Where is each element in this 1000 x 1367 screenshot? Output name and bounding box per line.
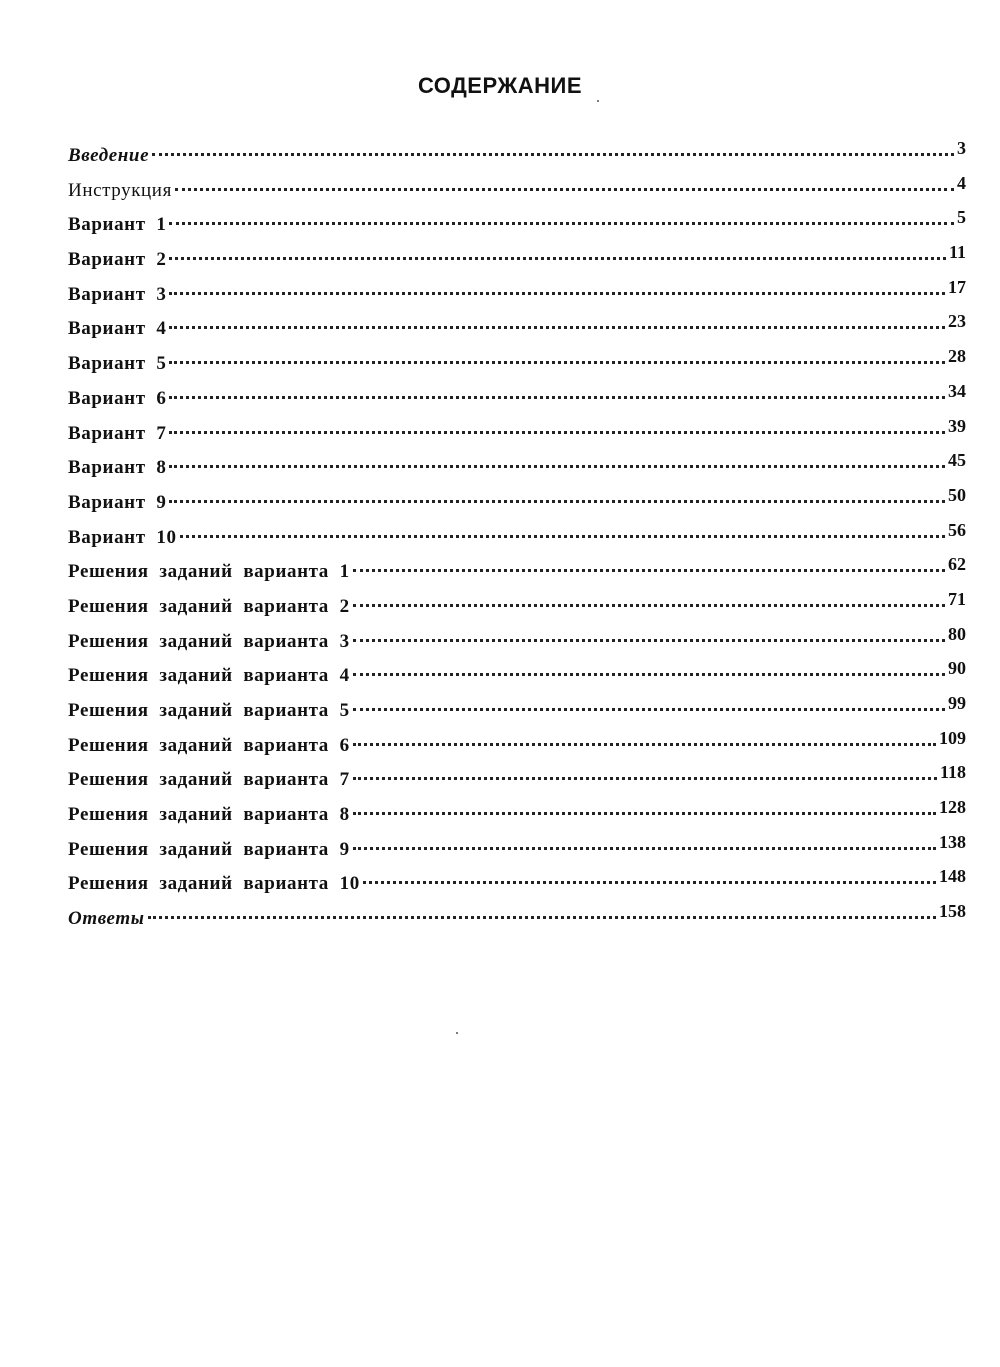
toc-entry-label: Решения заданий варианта 3: [68, 630, 350, 652]
toc-entry-label: Вариант 1: [68, 214, 167, 236]
toc-entry: [68, 138, 966, 173]
scan-speck: [597, 100, 599, 102]
toc-entry-label: Решения заданий варианта 7: [68, 769, 350, 791]
dot-leader: [353, 569, 945, 572]
toc-entry-label: Вариант 9: [68, 491, 167, 513]
toc-entry: [68, 728, 966, 763]
toc-entry-label: Решения заданий варианта 10: [68, 873, 360, 895]
toc-entry-page: 118: [939, 762, 966, 783]
dot-leader: [169, 326, 945, 329]
dot-leader: [353, 604, 945, 607]
toc-entry-page: 99: [948, 693, 966, 713]
dot-leader: [353, 812, 936, 815]
toc-entry-page: 11: [948, 242, 966, 263]
dot-leader: [169, 431, 945, 434]
toc-entry: [68, 589, 966, 624]
dot-leader: [152, 153, 954, 156]
toc-entry-page: 45: [948, 450, 966, 471]
dot-leader: [353, 847, 936, 850]
dot-leader: [353, 673, 945, 676]
toc-entry: [68, 242, 966, 277]
toc-entry-label: Вариант 3: [68, 283, 167, 305]
toc-entry-page: 34: [948, 380, 966, 401]
dot-leader: [169, 500, 945, 503]
toc-entry-label: Вариант 8: [68, 457, 167, 479]
toc-entry: [68, 277, 966, 312]
toc-entry-label: Вариант 4: [68, 318, 167, 340]
toc-entry-label: Вариант 7: [68, 422, 167, 444]
toc-entry-page: 28: [948, 346, 966, 367]
toc-entry-page: 138: [939, 831, 966, 852]
toc-entry-page: 71: [948, 588, 966, 609]
dot-leader: [148, 916, 936, 919]
toc-entry-page: 50: [948, 484, 966, 505]
toc-entry-page: 5: [957, 207, 966, 228]
toc-entry-label: Вариант 5: [68, 353, 167, 375]
toc-entry: [68, 346, 966, 381]
toc-entry-label: Решения заданий варианта 6: [68, 734, 350, 756]
dot-leader: [169, 257, 946, 260]
toc-entry-label: Ответы: [68, 908, 145, 930]
toc-entry: [68, 520, 966, 555]
toc-entry: [68, 416, 966, 451]
toc-entry-page: 90: [948, 658, 966, 679]
dot-leader: [353, 777, 937, 780]
dot-leader: [353, 639, 945, 642]
toc-entry-page: 3: [957, 138, 966, 158]
page-title: СОДЕРЖАНИЕ: [417, 72, 583, 98]
dot-leader: [353, 708, 945, 711]
toc-entry-label: Вариант 2: [68, 249, 167, 271]
toc-entry: [68, 450, 966, 485]
table-of-contents: [68, 138, 966, 936]
toc-entry-label: Решения заданий варианта 8: [68, 804, 350, 826]
toc-entry: [68, 693, 966, 728]
toc-entry: [68, 485, 966, 520]
toc-entry-label: Решения заданий варианта 4: [68, 665, 350, 687]
toc-entry-page: 128: [939, 797, 966, 818]
toc-entry-page: 109: [939, 727, 966, 748]
toc-entry: [68, 311, 966, 346]
dot-leader: [169, 292, 945, 295]
toc-entry: [68, 866, 966, 901]
toc-entry-page: 4: [957, 172, 966, 193]
toc-entry-page: 17: [948, 276, 966, 297]
dot-leader: [169, 396, 945, 399]
dot-leader: [169, 361, 945, 364]
toc-entry: [68, 381, 966, 416]
toc-entry-label: Вариант 10: [68, 526, 177, 548]
toc-entry-label: Вариант 6: [68, 387, 167, 409]
toc-entry: [68, 624, 966, 659]
toc-entry-page: 158: [939, 901, 966, 922]
dot-leader: [363, 881, 936, 884]
toc-entry-page: 23: [948, 311, 966, 332]
dot-leader: [180, 535, 945, 538]
dot-leader: [169, 222, 954, 225]
toc-entry: [68, 173, 966, 208]
toc-entry-label: Инструкция: [68, 179, 172, 201]
toc-entry: [68, 207, 966, 242]
toc-entry-page: 148: [939, 866, 966, 887]
toc-entry: [68, 901, 966, 936]
toc-entry-label: Решения заданий варианта 1: [68, 561, 350, 583]
toc-entry: [68, 658, 966, 693]
toc-entry-label: Введение: [68, 145, 150, 166]
scan-speck: [456, 1032, 458, 1034]
toc-entry: [68, 554, 966, 589]
toc-entry-page: 62: [948, 554, 966, 575]
toc-entry-label: Решения заданий варианта 2: [68, 595, 350, 617]
toc-entry-label: Решения заданий варианта 5: [68, 700, 350, 721]
toc-entry-page: 39: [948, 415, 966, 436]
toc-entry-label: Решения заданий варианта 9: [68, 838, 350, 860]
toc-entry: [68, 832, 966, 867]
toc-entry-page: 80: [948, 623, 966, 644]
dot-leader: [353, 743, 936, 746]
toc-entry: [68, 762, 966, 797]
dot-leader: [175, 188, 954, 191]
toc-entry-page: 56: [948, 519, 966, 540]
toc-entry: [68, 797, 966, 832]
dot-leader: [169, 465, 945, 468]
